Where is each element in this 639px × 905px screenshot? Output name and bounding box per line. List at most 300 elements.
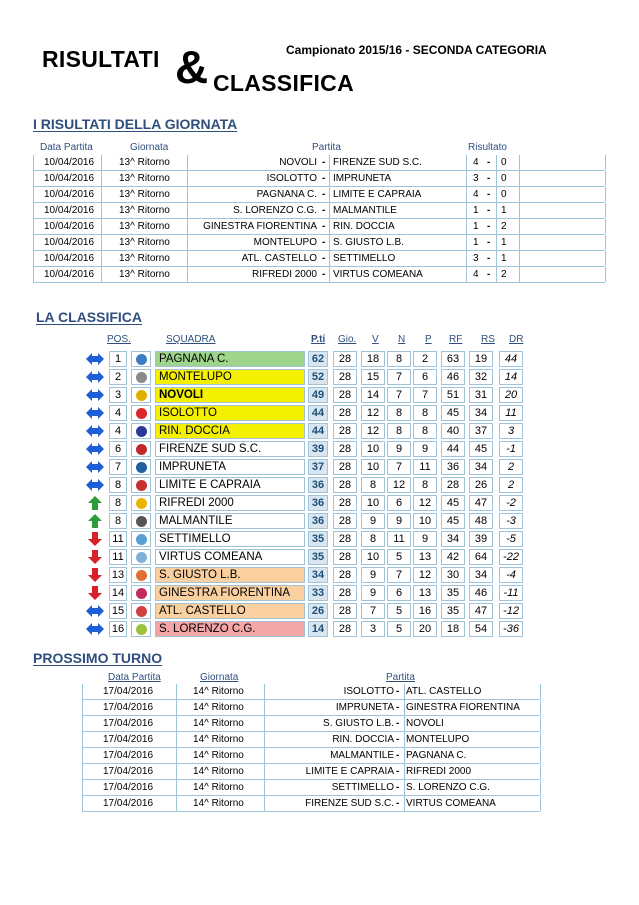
away-goals: 0 xyxy=(501,173,507,184)
standings-points: 49 xyxy=(308,387,328,403)
away-goals: 0 xyxy=(501,157,507,168)
standings-played: 28 xyxy=(333,405,357,421)
grid-line xyxy=(466,171,467,186)
arrow-down-icon xyxy=(85,567,105,583)
arrow-left-right-icon xyxy=(85,603,105,619)
fixture-home: IMPRUNETA xyxy=(335,702,394,713)
score-separator: - xyxy=(322,189,326,200)
grid-line xyxy=(496,267,497,282)
fixture-date: 17/04/2016 xyxy=(103,750,154,761)
grid-line xyxy=(496,203,497,218)
standings-gd: -2 xyxy=(499,495,523,511)
standings-ga: 45 xyxy=(469,441,493,457)
grid-line xyxy=(519,171,520,186)
standings-row xyxy=(85,368,533,386)
team-logo-icon xyxy=(131,531,151,547)
standings-won: 10 xyxy=(361,549,385,565)
grid-line xyxy=(329,155,330,170)
home-goals: 1 xyxy=(473,237,479,248)
grid-line xyxy=(187,235,188,250)
fixture-row xyxy=(82,732,540,748)
fixture-row xyxy=(82,764,540,780)
title-classifica: CLASSIFICA xyxy=(213,70,354,96)
standings-gd: 11 xyxy=(499,405,523,421)
result-date: 10/04/2016 xyxy=(44,157,95,168)
result-row xyxy=(33,155,605,171)
grid-line xyxy=(176,748,177,763)
standings-ga: 34 xyxy=(469,567,493,583)
standings-gf: 45 xyxy=(441,405,465,421)
standings-gf: 44 xyxy=(441,441,465,457)
grid-line xyxy=(101,203,102,218)
grid-line xyxy=(329,235,330,250)
arrow-left-right-icon xyxy=(85,477,105,493)
standings-drawn: 8 xyxy=(387,405,411,421)
standings-won: 10 xyxy=(361,495,385,511)
grid-line xyxy=(101,267,102,282)
standings-col-won: V xyxy=(372,334,379,345)
fixture-row xyxy=(82,716,540,732)
fixture-separator: - xyxy=(396,750,400,761)
standings-team: FIRENZE SUD S.C. xyxy=(155,441,305,457)
standings-points: 35 xyxy=(308,531,328,547)
home-team: ATL. CASTELLO xyxy=(241,253,317,264)
standings-team: RIN. DOCCIA xyxy=(155,423,305,439)
goal-separator: - xyxy=(487,237,491,248)
away-goals: 1 xyxy=(501,253,507,264)
fixture-row xyxy=(82,684,540,700)
grid-line xyxy=(605,187,606,202)
grid-line xyxy=(187,251,188,266)
score-separator: - xyxy=(322,221,326,232)
grid-line xyxy=(466,155,467,170)
home-team: PAGNANA C. xyxy=(256,189,317,200)
standings-played: 28 xyxy=(333,585,357,601)
standings-drawn: 7 xyxy=(387,567,411,583)
standings-position: 11 xyxy=(109,531,127,547)
fixture-away: PAGNANA C. xyxy=(406,750,467,761)
fixture-away: ATL. CASTELLO xyxy=(406,686,482,697)
grid-line xyxy=(404,780,405,795)
home-team: S. LORENZO C.G. xyxy=(233,205,317,216)
standings-position: 7 xyxy=(109,459,127,475)
standings-gf: 51 xyxy=(441,387,465,403)
standings-drawn: 9 xyxy=(387,513,411,529)
grid-line xyxy=(605,251,606,266)
result-row xyxy=(33,267,605,283)
standings-lost: 12 xyxy=(413,495,437,511)
standings-lost: 8 xyxy=(413,423,437,439)
goal-separator: - xyxy=(487,269,491,280)
fixture-round: 14^ Ritorno xyxy=(193,750,244,761)
standings-gf: 46 xyxy=(441,369,465,385)
standings-played: 28 xyxy=(333,549,357,565)
fixture-date: 17/04/2016 xyxy=(103,686,154,697)
standings-points: 35 xyxy=(308,549,328,565)
standings-team: MALMANTILE xyxy=(155,513,305,529)
grid-line xyxy=(187,171,188,186)
fixture-date: 17/04/2016 xyxy=(103,766,154,777)
standings-drawn: 5 xyxy=(387,603,411,619)
grid-line xyxy=(540,700,541,715)
goal-separator: - xyxy=(487,205,491,216)
fixture-home: LIMITE E CAPRAIA xyxy=(305,766,394,777)
standings-points: 36 xyxy=(308,477,328,493)
score-separator: - xyxy=(322,205,326,216)
fixture-round: 14^ Ritorno xyxy=(193,782,244,793)
grid-line xyxy=(540,748,541,763)
grid-line xyxy=(519,235,520,250)
standings-table xyxy=(85,350,533,638)
standings-row xyxy=(85,494,533,512)
standings-points: 44 xyxy=(308,405,328,421)
result-round: 13^ Ritorno xyxy=(119,173,170,184)
standings-played: 28 xyxy=(333,477,357,493)
grid-line xyxy=(466,203,467,218)
standings-team: S. LORENZO C.G. xyxy=(155,621,305,637)
grid-line xyxy=(496,235,497,250)
standings-points: 14 xyxy=(308,621,328,637)
standings-col-played: Gio. xyxy=(338,334,357,345)
arrow-left-right-icon xyxy=(85,423,105,439)
championship-label: Campionato 2015/16 - SECONDA CATEGORIA xyxy=(286,43,547,57)
standings-won: 12 xyxy=(361,405,385,421)
grid-line xyxy=(264,684,265,699)
standings-lost: 8 xyxy=(413,405,437,421)
grid-line xyxy=(264,780,265,795)
away-team: S. GIUSTO L.B. xyxy=(333,237,404,248)
home-goals: 1 xyxy=(473,221,479,232)
grid-line xyxy=(466,267,467,282)
standings-position: 15 xyxy=(109,603,127,619)
away-goals: 0 xyxy=(501,189,507,200)
grid-line xyxy=(519,187,520,202)
fixture-home: RIN. DOCCIA xyxy=(332,734,394,745)
standings-row xyxy=(85,548,533,566)
grid-line xyxy=(264,764,265,779)
next-round-table xyxy=(82,684,540,812)
home-team: MONTELUPO xyxy=(253,237,317,248)
standings-position: 14 xyxy=(109,585,127,601)
grid-line xyxy=(404,716,405,731)
result-date: 10/04/2016 xyxy=(44,237,95,248)
grid-line xyxy=(466,219,467,234)
standings-ga: 19 xyxy=(469,351,493,367)
standings-won: 18 xyxy=(361,351,385,367)
standings-team: MONTELUPO xyxy=(155,369,305,385)
result-date: 10/04/2016 xyxy=(44,221,95,232)
grid-line xyxy=(176,732,177,747)
result-date: 10/04/2016 xyxy=(44,205,95,216)
standings-team: VIRTUS COMEANA xyxy=(155,549,305,565)
standings-gf: 18 xyxy=(441,621,465,637)
fixture-away: S. LORENZO C.G. xyxy=(406,782,490,793)
fixture-row xyxy=(82,700,540,716)
fixture-away: NOVOLI xyxy=(406,718,444,729)
grid-line xyxy=(101,219,102,234)
next-col-round: Giornata xyxy=(200,672,239,683)
fixture-round: 14^ Ritorno xyxy=(193,702,244,713)
results-section-title: I RISULTATI DELLA GIORNATA xyxy=(33,116,238,132)
standings-ga: 64 xyxy=(469,549,493,565)
standings-played: 28 xyxy=(333,441,357,457)
standings-points: 52 xyxy=(308,369,328,385)
grid-line xyxy=(519,267,520,282)
standings-position: 11 xyxy=(109,549,127,565)
grid-line xyxy=(176,780,177,795)
fixture-date: 17/04/2016 xyxy=(103,734,154,745)
standings-team: NOVOLI xyxy=(155,387,305,403)
fixture-away: RIFREDI 2000 xyxy=(406,766,472,777)
standings-lost: 20 xyxy=(413,621,437,637)
fixture-separator: - xyxy=(396,734,400,745)
standings-gf: 45 xyxy=(441,495,465,511)
standings-team: RIFREDI 2000 xyxy=(155,495,305,511)
standings-ga: 39 xyxy=(469,531,493,547)
standings-ga: 34 xyxy=(469,459,493,475)
fixture-separator: - xyxy=(396,798,400,809)
team-logo-icon xyxy=(131,603,151,619)
standings-position: 8 xyxy=(109,477,127,493)
standings-won: 9 xyxy=(361,513,385,529)
team-logo-icon xyxy=(131,423,151,439)
standings-drawn: 9 xyxy=(387,441,411,457)
results-col-match: Partita xyxy=(312,142,341,153)
standings-gd: -22 xyxy=(499,549,523,565)
fixture-away: MONTELUPO xyxy=(406,734,470,745)
standings-gd: 44 xyxy=(499,351,523,367)
home-team: NOVOLI xyxy=(279,157,317,168)
result-round: 13^ Ritorno xyxy=(119,237,170,248)
home-goals: 3 xyxy=(473,173,479,184)
grid-line xyxy=(496,219,497,234)
result-row xyxy=(33,219,605,235)
grid-line xyxy=(187,203,188,218)
standings-position: 3 xyxy=(109,387,127,403)
standings-drawn: 7 xyxy=(387,369,411,385)
home-goals: 3 xyxy=(473,253,479,264)
standings-row xyxy=(85,512,533,530)
standings-won: 12 xyxy=(361,423,385,439)
standings-gd: 20 xyxy=(499,387,523,403)
standings-team: GINESTRA FIORENTINA xyxy=(155,585,305,601)
grid-line xyxy=(496,251,497,266)
arrow-left-right-icon xyxy=(85,405,105,421)
fixture-separator: - xyxy=(396,766,400,777)
standings-gd: -11 xyxy=(499,585,523,601)
arrow-left-right-icon xyxy=(85,387,105,403)
home-goals: 1 xyxy=(473,205,479,216)
away-goals: 1 xyxy=(501,237,507,248)
standings-points: 26 xyxy=(308,603,328,619)
away-team: RIN. DOCCIA xyxy=(333,221,395,232)
away-team: FIRENZE SUD S.C. xyxy=(333,157,422,168)
home-team: ISOLOTTO xyxy=(266,173,317,184)
results-col-result: Risultato xyxy=(468,142,507,153)
standings-drawn: 12 xyxy=(387,477,411,493)
team-logo-icon xyxy=(131,621,151,637)
next-col-date: Data Partita xyxy=(108,672,161,683)
standings-played: 28 xyxy=(333,369,357,385)
standings-col-team: SQUADRA xyxy=(166,334,216,345)
result-row xyxy=(33,251,605,267)
fixture-separator: - xyxy=(396,782,400,793)
standings-played: 28 xyxy=(333,603,357,619)
fixture-date: 17/04/2016 xyxy=(103,718,154,729)
standings-col-pos: POS. xyxy=(107,334,131,345)
grid-line xyxy=(329,187,330,202)
grid-line xyxy=(101,171,102,186)
fixture-date: 17/04/2016 xyxy=(103,782,154,793)
standings-row xyxy=(85,422,533,440)
standings-played: 28 xyxy=(333,567,357,583)
standings-lost: 13 xyxy=(413,585,437,601)
standings-row xyxy=(85,404,533,422)
team-logo-icon xyxy=(131,369,151,385)
standings-lost: 9 xyxy=(413,441,437,457)
grid-line xyxy=(264,732,265,747)
standings-played: 28 xyxy=(333,495,357,511)
standings-lost: 16 xyxy=(413,603,437,619)
standings-row xyxy=(85,620,533,638)
standings-drawn: 8 xyxy=(387,423,411,439)
team-logo-icon xyxy=(131,567,151,583)
grid-line xyxy=(187,267,188,282)
standings-section-title: LA CLASSIFICA xyxy=(36,309,143,325)
standings-team: LIMITE E CAPRAIA xyxy=(155,477,305,493)
standings-points: 36 xyxy=(308,513,328,529)
score-separator: - xyxy=(322,173,326,184)
grid-line xyxy=(540,716,541,731)
away-goals: 1 xyxy=(501,205,507,216)
arrow-down-icon xyxy=(85,549,105,565)
fixture-home: SETTIMELLO xyxy=(331,782,394,793)
away-team: LIMITE E CAPRAIA xyxy=(333,189,422,200)
standings-lost: 13 xyxy=(413,549,437,565)
standings-lost: 9 xyxy=(413,531,437,547)
fixture-away: VIRTUS COMEANA xyxy=(406,798,496,809)
fixture-date: 17/04/2016 xyxy=(103,702,154,713)
grid-line xyxy=(540,796,541,811)
grid-line xyxy=(101,251,102,266)
arrow-down-icon xyxy=(85,531,105,547)
grid-line xyxy=(329,251,330,266)
grid-line xyxy=(466,235,467,250)
standings-gd: 14 xyxy=(499,369,523,385)
standings-points: 36 xyxy=(308,495,328,511)
standings-points: 39 xyxy=(308,441,328,457)
grid-line xyxy=(519,251,520,266)
grid-line xyxy=(329,267,330,282)
standings-position: 1 xyxy=(109,351,127,367)
standings-ga: 34 xyxy=(469,405,493,421)
standings-lost: 8 xyxy=(413,477,437,493)
standings-team: ATL. CASTELLO xyxy=(155,603,305,619)
fixture-round: 14^ Ritorno xyxy=(193,718,244,729)
team-logo-icon xyxy=(131,351,151,367)
standings-position: 2 xyxy=(109,369,127,385)
standings-ga: 32 xyxy=(469,369,493,385)
results-table xyxy=(33,155,605,283)
arrow-left-right-icon xyxy=(85,369,105,385)
score-separator: - xyxy=(322,157,326,168)
standings-gd: -5 xyxy=(499,531,523,547)
grid-line xyxy=(101,235,102,250)
fixture-date: 17/04/2016 xyxy=(103,798,154,809)
standings-row xyxy=(85,458,533,476)
grid-line xyxy=(264,748,265,763)
team-logo-icon xyxy=(131,549,151,565)
grid-line xyxy=(605,235,606,250)
arrow-up-icon xyxy=(85,513,105,529)
standings-played: 28 xyxy=(333,459,357,475)
grid-line xyxy=(605,155,606,170)
grid-line xyxy=(605,219,606,234)
standings-row xyxy=(85,350,533,368)
standings-gf: 35 xyxy=(441,585,465,601)
standings-col-lost: P xyxy=(425,334,432,345)
team-logo-icon xyxy=(131,387,151,403)
standings-played: 28 xyxy=(333,621,357,637)
away-team: VIRTUS COMEANA xyxy=(333,269,423,280)
standings-played: 28 xyxy=(333,351,357,367)
team-logo-icon xyxy=(131,405,151,421)
arrow-left-right-icon xyxy=(85,459,105,475)
standings-row xyxy=(85,386,533,404)
grid-line xyxy=(329,219,330,234)
home-goals: 4 xyxy=(473,189,479,200)
standings-team: PAGNANA C. xyxy=(155,351,305,367)
result-row xyxy=(33,203,605,219)
standings-gf: 36 xyxy=(441,459,465,475)
standings-col-gf: RF xyxy=(449,334,463,345)
fixture-round: 14^ Ritorno xyxy=(193,766,244,777)
standings-lost: 11 xyxy=(413,459,437,475)
standings-col-drawn: N xyxy=(398,334,406,345)
standings-gf: 34 xyxy=(441,531,465,547)
standings-team: IMPRUNETA xyxy=(155,459,305,475)
fixture-row xyxy=(82,780,540,796)
result-row xyxy=(33,171,605,187)
team-logo-icon xyxy=(131,513,151,529)
fixture-home: S. GIUSTO L.B. xyxy=(323,718,394,729)
standings-played: 28 xyxy=(333,531,357,547)
standings-played: 28 xyxy=(333,513,357,529)
standings-drawn: 5 xyxy=(387,621,411,637)
grid-line xyxy=(329,171,330,186)
standings-drawn: 5 xyxy=(387,549,411,565)
home-goals: 4 xyxy=(473,157,479,168)
fixture-round: 14^ Ritorno xyxy=(193,734,244,745)
standings-row xyxy=(85,584,533,602)
standings-drawn: 7 xyxy=(387,387,411,403)
standings-row xyxy=(85,476,533,494)
result-round: 13^ Ritorno xyxy=(119,157,170,168)
standings-position: 13 xyxy=(109,567,127,583)
fixture-away: GINESTRA FIORENTINA xyxy=(406,702,520,713)
grid-line xyxy=(519,155,520,170)
standings-row xyxy=(85,566,533,584)
goal-separator: - xyxy=(487,173,491,184)
standings-ga: 46 xyxy=(469,585,493,601)
grid-line xyxy=(605,171,606,186)
grid-line xyxy=(404,732,405,747)
grid-line xyxy=(496,171,497,186)
fixture-row xyxy=(82,796,540,812)
result-row xyxy=(33,235,605,251)
grid-line xyxy=(187,187,188,202)
team-logo-icon xyxy=(131,441,151,457)
